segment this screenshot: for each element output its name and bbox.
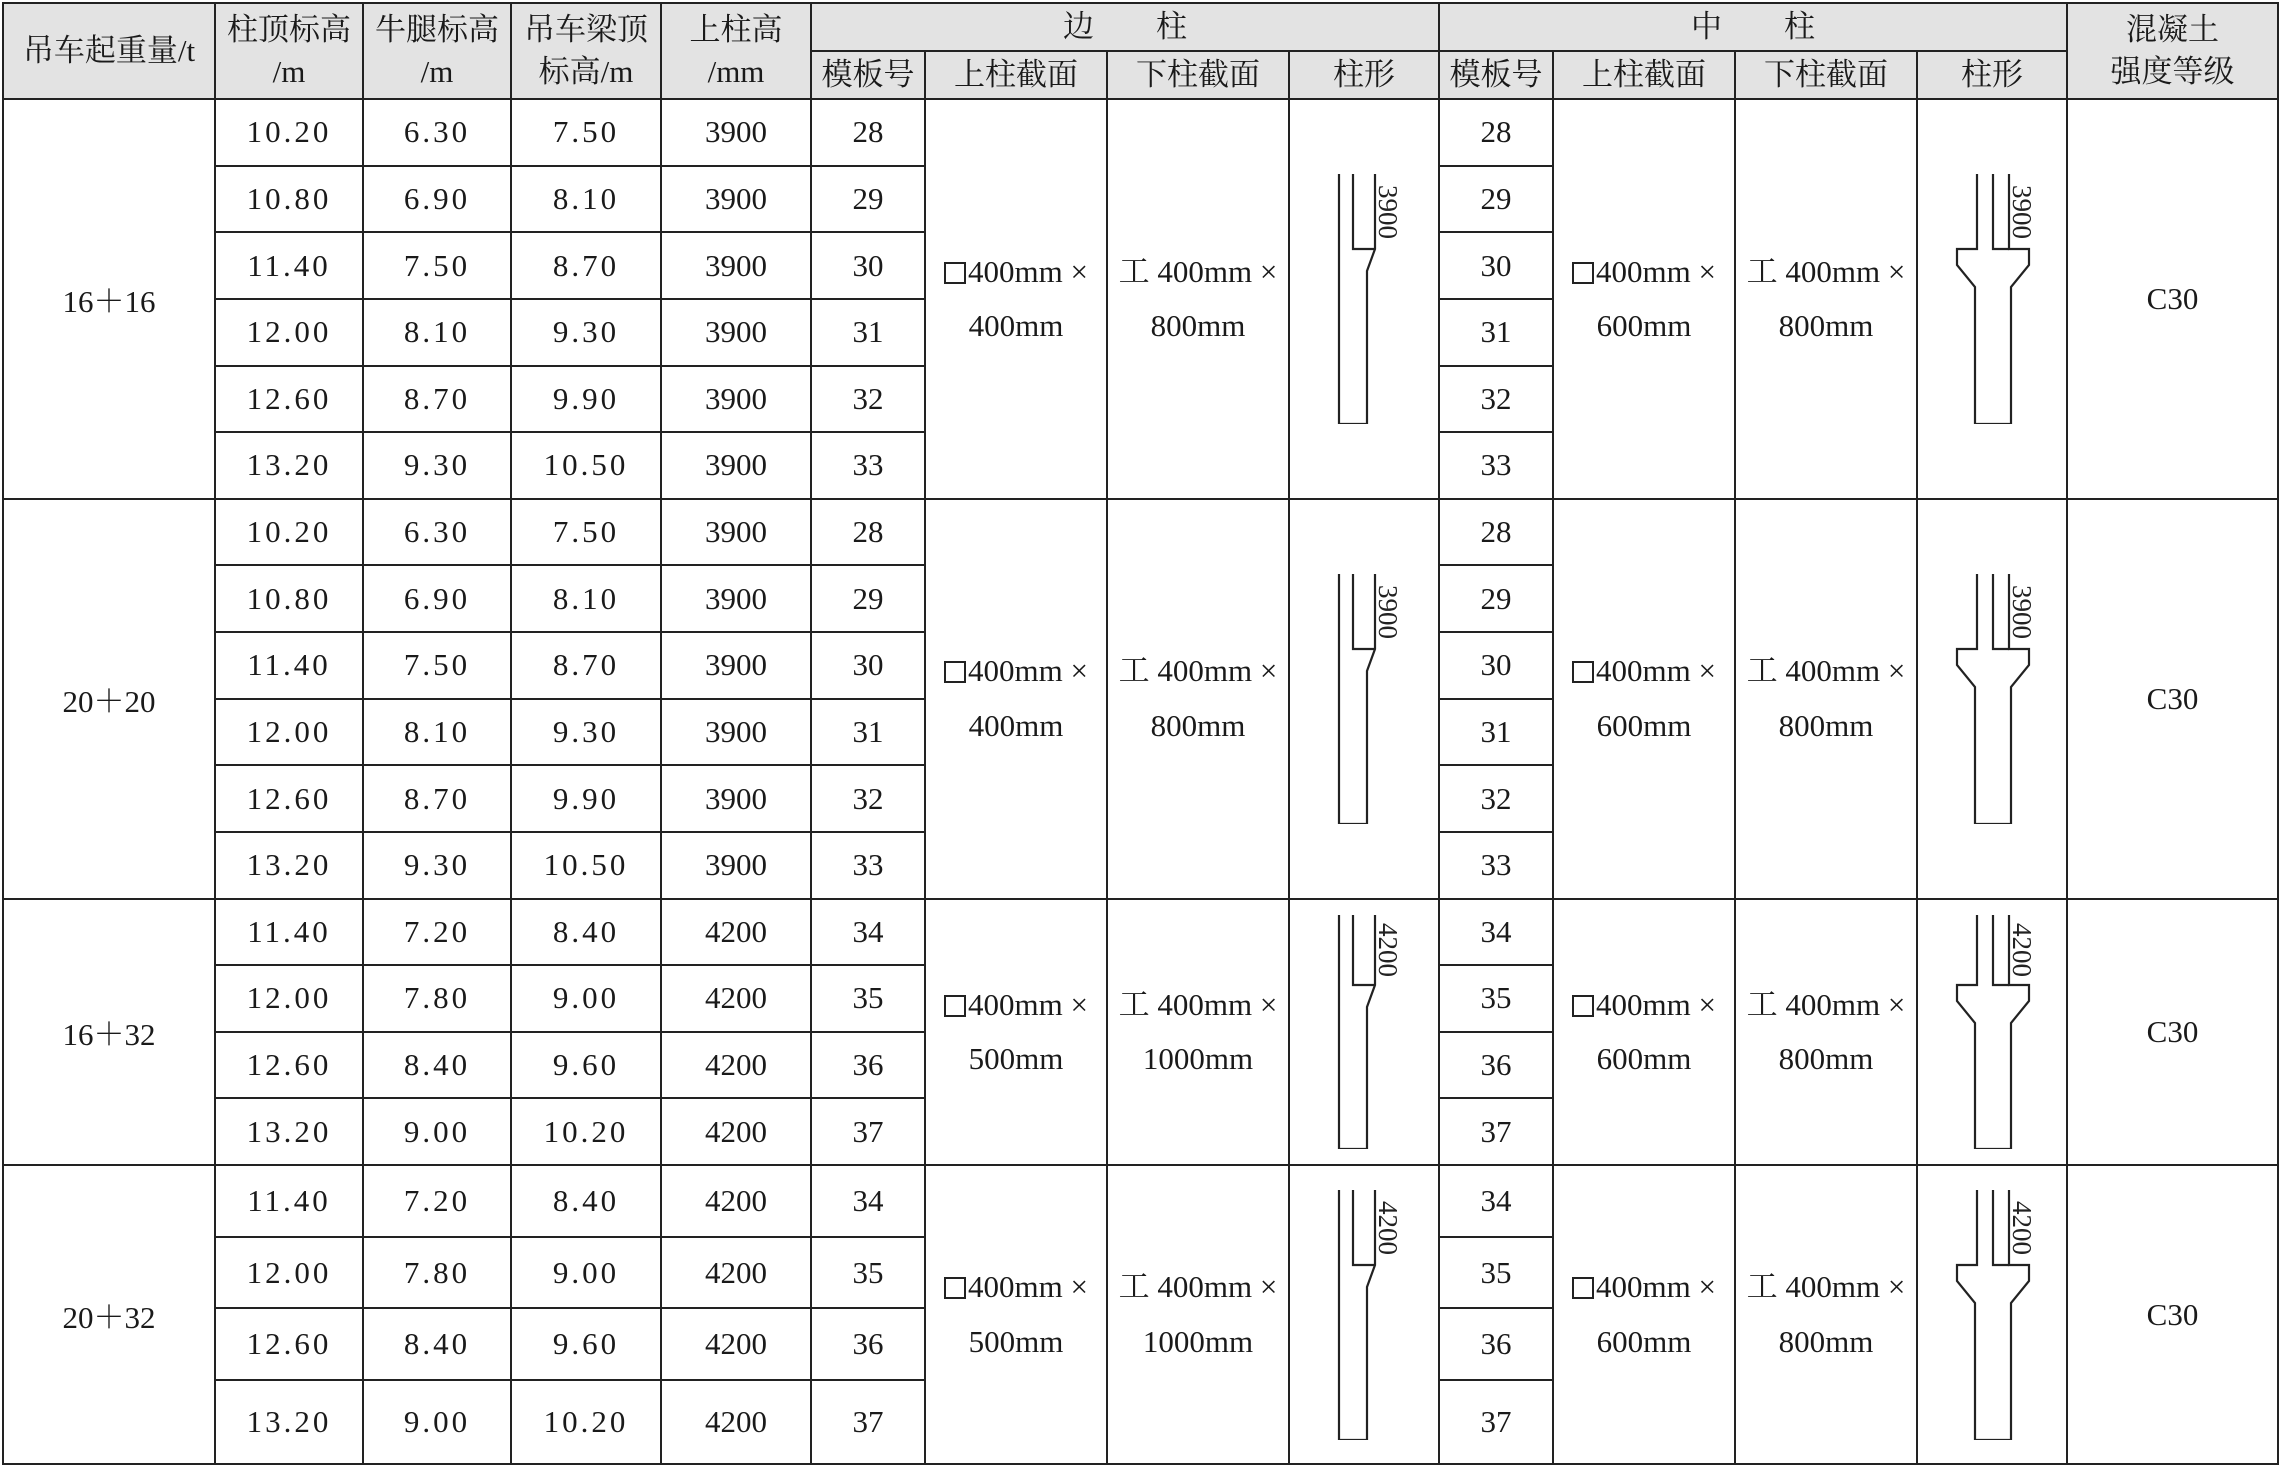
corbel-elev-cell: 8.40 bbox=[363, 1032, 511, 1099]
square-section-icon bbox=[1572, 995, 1594, 1017]
header-unit: /mm bbox=[707, 54, 765, 89]
beam-top-elev-cell: 9.60 bbox=[511, 1308, 661, 1380]
upper-col-height-cell: 3900 bbox=[661, 166, 811, 233]
side-template-no-cell: 34 bbox=[811, 1165, 925, 1237]
section-dim-line1: 400mm × bbox=[968, 1269, 1088, 1305]
side-column-shape-drawing bbox=[1319, 915, 1409, 1149]
side-upper-section-cell bbox=[925, 1165, 1107, 1464]
mid-template-no-cell: 34 bbox=[1439, 1165, 1553, 1237]
corbel-elev-cell: 9.00 bbox=[363, 1380, 511, 1464]
mid-lower-section-cell bbox=[1735, 99, 1917, 499]
crane-capacity-cell: 16＋16 bbox=[3, 99, 215, 499]
side-column-outline bbox=[1339, 174, 1375, 424]
mid-template-no-cell: 30 bbox=[1439, 632, 1553, 699]
mid-template-no-cell: 32 bbox=[1439, 765, 1553, 832]
upper-col-height-cell: 3900 bbox=[661, 432, 811, 499]
col-top-elev-cell: 12.00 bbox=[215, 299, 363, 366]
middle-column-upper-mark bbox=[1993, 574, 2009, 649]
crane-capacity-cell: 20＋20 bbox=[3, 499, 215, 899]
header-mid-upper-section: 上柱截面 bbox=[1553, 51, 1735, 99]
mid-shape-cell bbox=[1917, 99, 2067, 499]
section-dim-line2: 800mm bbox=[1778, 707, 1874, 743]
mid-template-no-cell: 37 bbox=[1439, 1098, 1553, 1165]
side-lower-section-cell bbox=[1107, 1165, 1289, 1464]
concrete-grade-cell: C30 bbox=[2067, 99, 2278, 499]
upper-col-height-cell: 4200 bbox=[661, 1308, 811, 1380]
square-section-icon bbox=[1572, 1277, 1594, 1299]
concrete-grade-cell: C30 bbox=[2067, 899, 2278, 1166]
mid-template-no-cell: 32 bbox=[1439, 366, 1553, 433]
upper-col-height-cell: 3900 bbox=[661, 499, 811, 566]
section-dim-line2: 400mm bbox=[968, 707, 1064, 743]
side-shape-cell bbox=[1289, 499, 1439, 899]
mid-template-no-cell: 31 bbox=[1439, 299, 1553, 366]
corbel-elev-cell: 6.90 bbox=[363, 565, 511, 632]
col-top-elev-cell: 11.40 bbox=[215, 1165, 363, 1237]
corbel-elev-cell: 7.50 bbox=[363, 232, 511, 299]
crane-capacity-cell: 16＋32 bbox=[3, 899, 215, 1166]
side-template-no-cell: 34 bbox=[811, 899, 925, 966]
col-top-elev-cell: 11.40 bbox=[215, 232, 363, 299]
middle-column-shape-drawing bbox=[1937, 574, 2047, 824]
middle-column-height-label: 4200 bbox=[2006, 922, 2037, 977]
column-spec-table bbox=[2, 2, 2279, 1465]
middle-column-height-label: 4200 bbox=[2006, 1200, 2037, 1255]
side-column-height-label: 3900 bbox=[1372, 584, 1403, 639]
side-shape-cell bbox=[1289, 899, 1439, 1166]
header-side-shape: 柱形 bbox=[1289, 51, 1439, 99]
beam-top-elev-cell: 9.90 bbox=[511, 366, 661, 433]
side-upper-section-cell bbox=[925, 899, 1107, 1166]
side-lower-section-cell bbox=[1107, 899, 1289, 1166]
section-dim-line2: 800mm bbox=[1778, 307, 1874, 343]
col-top-elev-cell: 10.80 bbox=[215, 565, 363, 632]
header-col-top-elev bbox=[215, 3, 363, 99]
section-dim-line2: 1000mm bbox=[1142, 1040, 1254, 1076]
mid-lower-section-cell bbox=[1735, 1165, 1917, 1464]
mid-template-no-cell: 36 bbox=[1439, 1308, 1553, 1380]
middle-column-height-label: 3900 bbox=[2006, 584, 2037, 639]
square-section-icon bbox=[1572, 661, 1594, 683]
upper-col-height-cell: 3900 bbox=[661, 366, 811, 433]
table-row bbox=[3, 1165, 2278, 1237]
col-top-elev-cell: 13.20 bbox=[215, 1380, 363, 1464]
mid-template-no-cell: 33 bbox=[1439, 432, 1553, 499]
corbel-elev-cell: 9.30 bbox=[363, 832, 511, 899]
section-dim-line2: 600mm bbox=[1596, 1040, 1692, 1076]
side-template-no-cell: 37 bbox=[811, 1098, 925, 1165]
square-section-icon bbox=[944, 995, 966, 1017]
square-section-icon bbox=[944, 1277, 966, 1299]
middle-column-shape-drawing bbox=[1937, 1190, 2047, 1440]
mid-upper-section-cell bbox=[1553, 499, 1735, 899]
header-middle-column: 中 柱 bbox=[1439, 3, 2067, 51]
table-body bbox=[3, 99, 2278, 1464]
upper-col-height-cell: 3900 bbox=[661, 832, 811, 899]
side-column-upper-mark bbox=[1353, 574, 1375, 649]
mid-upper-section-cell bbox=[1553, 899, 1735, 1166]
header-side-lower-section: 下柱截面 bbox=[1107, 51, 1289, 99]
corbel-elev-cell: 8.10 bbox=[363, 699, 511, 766]
beam-top-elev-cell: 8.70 bbox=[511, 232, 661, 299]
square-section-icon bbox=[1572, 262, 1594, 284]
beam-top-elev-cell: 9.30 bbox=[511, 699, 661, 766]
side-column-outline bbox=[1339, 1190, 1375, 1440]
mid-template-no-cell: 33 bbox=[1439, 832, 1553, 899]
corbel-elev-cell: 7.20 bbox=[363, 1165, 511, 1237]
header-line: 上柱高 bbox=[689, 12, 783, 48]
mid-template-no-cell: 29 bbox=[1439, 565, 1553, 632]
mid-template-no-cell: 28 bbox=[1439, 99, 1553, 166]
header-line: 强度等级 bbox=[2110, 54, 2235, 89]
side-column-upper-mark bbox=[1353, 915, 1375, 985]
table-row bbox=[3, 99, 2278, 166]
mid-upper-section-cell bbox=[1553, 99, 1735, 499]
side-template-no-cell: 31 bbox=[811, 699, 925, 766]
corbel-elev-cell: 7.80 bbox=[363, 1237, 511, 1309]
side-column-height-label: 3900 bbox=[1372, 184, 1403, 239]
section-dim-line2: 500mm bbox=[968, 1040, 1064, 1076]
mid-shape-cell bbox=[1917, 499, 2067, 899]
side-template-no-cell: 32 bbox=[811, 765, 925, 832]
beam-top-elev-cell: 9.60 bbox=[511, 1032, 661, 1099]
section-dim-line1: 工 400mm × bbox=[1118, 253, 1278, 289]
spec-table-container bbox=[2, 2, 2277, 1465]
side-column-upper-mark bbox=[1353, 174, 1375, 249]
mid-lower-section-cell bbox=[1735, 899, 1917, 1166]
corbel-elev-cell: 9.00 bbox=[363, 1098, 511, 1165]
corbel-elev-cell: 8.10 bbox=[363, 299, 511, 366]
col-top-elev-cell: 13.20 bbox=[215, 832, 363, 899]
section-dim-line1: 400mm × bbox=[968, 986, 1088, 1022]
side-template-no-cell: 33 bbox=[811, 832, 925, 899]
mid-template-no-cell: 35 bbox=[1439, 965, 1553, 1032]
header-mid-lower-section: 下柱截面 bbox=[1735, 51, 1917, 99]
beam-top-elev-cell: 8.40 bbox=[511, 899, 661, 966]
section-dim-line2: 600mm bbox=[1596, 707, 1692, 743]
mid-template-no-cell: 29 bbox=[1439, 166, 1553, 233]
mid-lower-section-cell bbox=[1735, 499, 1917, 899]
table-row bbox=[3, 899, 2278, 966]
col-top-elev-cell: 12.60 bbox=[215, 1032, 363, 1099]
side-template-no-cell: 29 bbox=[811, 166, 925, 233]
header-side-upper-section: 上柱截面 bbox=[925, 51, 1107, 99]
upper-col-height-cell: 3900 bbox=[661, 765, 811, 832]
middle-column-shape-drawing bbox=[1937, 915, 2047, 1149]
mid-template-no-cell: 30 bbox=[1439, 232, 1553, 299]
header-unit: /m bbox=[272, 54, 306, 89]
side-template-no-cell: 30 bbox=[811, 232, 925, 299]
upper-col-height-cell: 3900 bbox=[661, 632, 811, 699]
crane-capacity-cell: 20＋32 bbox=[3, 1165, 215, 1464]
upper-col-height-cell: 4200 bbox=[661, 1237, 811, 1309]
section-dim-line2: 800mm bbox=[1150, 307, 1246, 343]
beam-top-elev-cell: 8.10 bbox=[511, 565, 661, 632]
beam-top-elev-cell: 10.50 bbox=[511, 832, 661, 899]
side-column-height-label: 4200 bbox=[1372, 1200, 1403, 1255]
section-dim-line2: 600mm bbox=[1596, 1323, 1692, 1359]
square-section-icon bbox=[944, 262, 966, 284]
side-column-outline bbox=[1339, 915, 1375, 1149]
section-dim-line1: 400mm × bbox=[968, 253, 1088, 289]
mid-template-no-cell: 37 bbox=[1439, 1380, 1553, 1464]
upper-col-height-cell: 3900 bbox=[661, 99, 811, 166]
col-top-elev-cell: 13.20 bbox=[215, 432, 363, 499]
header-corbel-elev bbox=[363, 3, 511, 99]
header-line: 柱顶标高 bbox=[227, 12, 351, 48]
beam-top-elev-cell: 9.00 bbox=[511, 1237, 661, 1309]
section-dim-line1: 工 400mm × bbox=[1118, 986, 1278, 1022]
side-column-shape-drawing bbox=[1319, 174, 1409, 424]
header-line: 牛腿标高 bbox=[375, 12, 499, 48]
beam-top-elev-cell: 8.10 bbox=[511, 166, 661, 233]
table-row bbox=[3, 499, 2278, 566]
middle-column-shape-drawing bbox=[1937, 174, 2047, 424]
col-top-elev-cell: 12.60 bbox=[215, 765, 363, 832]
upper-col-height-cell: 4200 bbox=[661, 1380, 811, 1464]
beam-top-elev-cell: 8.40 bbox=[511, 1165, 661, 1237]
corbel-elev-cell: 9.30 bbox=[363, 432, 511, 499]
side-template-no-cell: 35 bbox=[811, 965, 925, 1032]
col-top-elev-cell: 12.00 bbox=[215, 699, 363, 766]
col-top-elev-cell: 12.00 bbox=[215, 1237, 363, 1309]
section-dim-line1: 400mm × bbox=[1596, 653, 1716, 689]
corbel-elev-cell: 7.80 bbox=[363, 965, 511, 1032]
col-top-elev-cell: 10.20 bbox=[215, 99, 363, 166]
header-unit: /m bbox=[420, 54, 454, 89]
side-shape-cell bbox=[1289, 1165, 1439, 1464]
side-template-no-cell: 32 bbox=[811, 366, 925, 433]
mid-template-no-cell: 28 bbox=[1439, 499, 1553, 566]
section-dim-line1: 工 400mm × bbox=[1746, 653, 1906, 689]
section-dim-line2: 600mm bbox=[1596, 307, 1692, 343]
section-dim-line2: 400mm bbox=[968, 307, 1064, 343]
upper-col-height-cell: 3900 bbox=[661, 232, 811, 299]
header-side-template-no: 模板号 bbox=[811, 51, 925, 99]
section-dim-line2: 800mm bbox=[1778, 1323, 1874, 1359]
side-template-no-cell: 36 bbox=[811, 1308, 925, 1380]
side-lower-section-cell bbox=[1107, 499, 1289, 899]
side-column-shape-drawing bbox=[1319, 574, 1409, 824]
corbel-elev-cell: 7.50 bbox=[363, 632, 511, 699]
header-crane-capacity: 吊车起重量/t bbox=[3, 3, 215, 99]
side-template-no-cell: 36 bbox=[811, 1032, 925, 1099]
corbel-elev-cell: 8.70 bbox=[363, 366, 511, 433]
beam-top-elev-cell: 10.20 bbox=[511, 1098, 661, 1165]
header-line: 混凝土 bbox=[2126, 12, 2219, 48]
corbel-elev-cell: 6.30 bbox=[363, 499, 511, 566]
mid-template-no-cell: 36 bbox=[1439, 1032, 1553, 1099]
upper-col-height-cell: 4200 bbox=[661, 965, 811, 1032]
section-dim-line2: 1000mm bbox=[1142, 1323, 1254, 1359]
side-template-no-cell: 28 bbox=[811, 99, 925, 166]
side-upper-section-cell bbox=[925, 99, 1107, 499]
beam-top-elev-cell: 9.00 bbox=[511, 965, 661, 1032]
side-template-no-cell: 31 bbox=[811, 299, 925, 366]
section-dim-line1: 400mm × bbox=[1596, 986, 1716, 1022]
section-dim-line2: 800mm bbox=[1778, 1040, 1874, 1076]
section-dim-line1: 工 400mm × bbox=[1118, 653, 1278, 689]
section-dim-line2: 500mm bbox=[968, 1323, 1064, 1359]
mid-shape-cell bbox=[1917, 1165, 2067, 1464]
mid-template-no-cell: 34 bbox=[1439, 899, 1553, 966]
corbel-elev-cell: 6.90 bbox=[363, 166, 511, 233]
upper-col-height-cell: 4200 bbox=[661, 1032, 811, 1099]
upper-col-height-cell: 3900 bbox=[661, 565, 811, 632]
section-dim-line1: 工 400mm × bbox=[1746, 986, 1906, 1022]
beam-top-elev-cell: 10.50 bbox=[511, 432, 661, 499]
side-template-no-cell: 29 bbox=[811, 565, 925, 632]
col-top-elev-cell: 11.40 bbox=[215, 632, 363, 699]
beam-top-elev-cell: 9.30 bbox=[511, 299, 661, 366]
section-dim-line1: 工 400mm × bbox=[1118, 1269, 1278, 1305]
col-top-elev-cell: 11.40 bbox=[215, 899, 363, 966]
beam-top-elev-cell: 9.90 bbox=[511, 765, 661, 832]
beam-top-elev-cell: 8.70 bbox=[511, 632, 661, 699]
middle-column-upper-mark bbox=[1993, 1190, 2009, 1265]
header-upper-col-height bbox=[661, 3, 811, 99]
header-side-column: 边 柱 bbox=[811, 3, 1439, 51]
upper-col-height-cell: 4200 bbox=[661, 899, 811, 966]
col-top-elev-cell: 12.60 bbox=[215, 1308, 363, 1380]
header-beam-top-elev bbox=[511, 3, 661, 99]
side-template-no-cell: 35 bbox=[811, 1237, 925, 1309]
upper-col-height-cell: 4200 bbox=[661, 1165, 811, 1237]
corbel-elev-cell: 8.70 bbox=[363, 765, 511, 832]
middle-column-upper-mark bbox=[1993, 915, 2009, 985]
beam-top-elev-cell: 10.20 bbox=[511, 1380, 661, 1464]
concrete-grade-cell: C30 bbox=[2067, 499, 2278, 899]
header-line: 吊车梁顶 bbox=[524, 12, 648, 48]
side-column-height-label: 4200 bbox=[1372, 922, 1403, 977]
mid-upper-section-cell bbox=[1553, 1165, 1735, 1464]
side-column-outline bbox=[1339, 574, 1375, 824]
mid-template-no-cell: 35 bbox=[1439, 1237, 1553, 1309]
header-mid-shape: 柱形 bbox=[1917, 51, 2067, 99]
header-unit: 标高/m bbox=[538, 54, 634, 89]
col-top-elev-cell: 12.00 bbox=[215, 965, 363, 1032]
upper-col-height-cell: 3900 bbox=[661, 699, 811, 766]
side-shape-cell bbox=[1289, 99, 1439, 499]
col-top-elev-cell: 10.20 bbox=[215, 499, 363, 566]
section-dim-line1: 400mm × bbox=[1596, 1269, 1716, 1305]
header-mid-template-no: 模板号 bbox=[1439, 51, 1553, 99]
side-column-shape-drawing bbox=[1319, 1190, 1409, 1440]
side-template-no-cell: 37 bbox=[811, 1380, 925, 1464]
upper-col-height-cell: 3900 bbox=[661, 299, 811, 366]
section-dim-line1: 400mm × bbox=[1596, 253, 1716, 289]
col-top-elev-cell: 13.20 bbox=[215, 1098, 363, 1165]
col-top-elev-cell: 12.60 bbox=[215, 366, 363, 433]
section-dim-line1: 工 400mm × bbox=[1746, 253, 1906, 289]
side-lower-section-cell bbox=[1107, 99, 1289, 499]
middle-column-upper-mark bbox=[1993, 174, 2009, 249]
section-dim-line1: 400mm × bbox=[968, 653, 1088, 689]
mid-template-no-cell: 31 bbox=[1439, 699, 1553, 766]
side-column-upper-mark bbox=[1353, 1190, 1375, 1265]
side-template-no-cell: 33 bbox=[811, 432, 925, 499]
mid-shape-cell bbox=[1917, 899, 2067, 1166]
concrete-grade-cell: C30 bbox=[2067, 1165, 2278, 1464]
side-template-no-cell: 28 bbox=[811, 499, 925, 566]
corbel-elev-cell: 7.20 bbox=[363, 899, 511, 966]
col-top-elev-cell: 10.80 bbox=[215, 166, 363, 233]
section-dim-line2: 800mm bbox=[1150, 707, 1246, 743]
side-template-no-cell: 30 bbox=[811, 632, 925, 699]
side-upper-section-cell bbox=[925, 499, 1107, 899]
section-dim-line1: 工 400mm × bbox=[1746, 1269, 1906, 1305]
square-section-icon bbox=[944, 661, 966, 683]
beam-top-elev-cell: 7.50 bbox=[511, 499, 661, 566]
middle-column-height-label: 3900 bbox=[2006, 184, 2037, 239]
corbel-elev-cell: 8.40 bbox=[363, 1308, 511, 1380]
upper-col-height-cell: 4200 bbox=[661, 1098, 811, 1165]
header-concrete-grade bbox=[2067, 3, 2278, 99]
beam-top-elev-cell: 7.50 bbox=[511, 99, 661, 166]
corbel-elev-cell: 6.30 bbox=[363, 99, 511, 166]
